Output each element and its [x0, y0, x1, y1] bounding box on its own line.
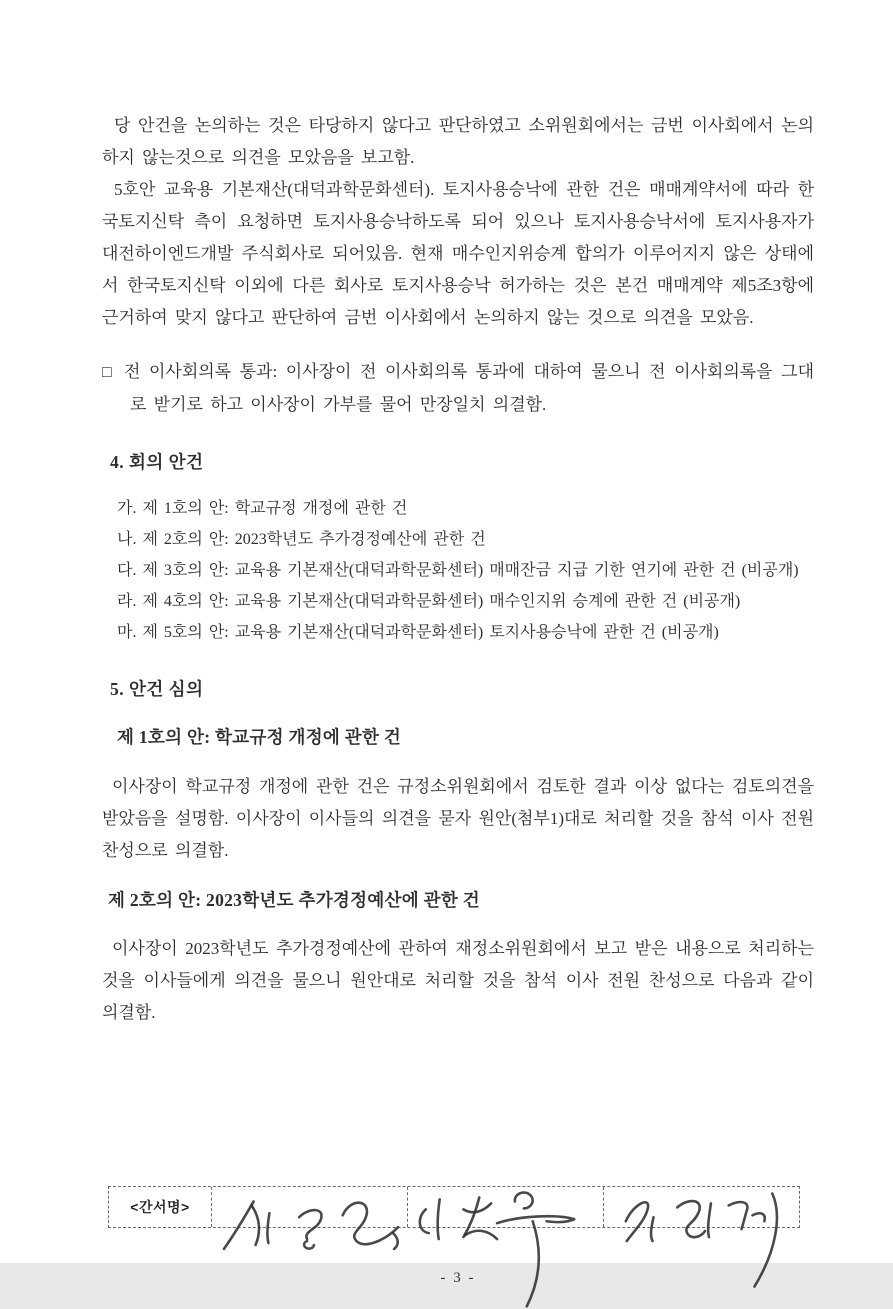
signature-cell-kim-mun-tae	[604, 1187, 799, 1227]
section-4-title: 4. 회의 안건	[110, 452, 204, 472]
agenda-item-3: 다. 제 3호의 안: 교육용 기본재산(대덕과학문화센터) 매매잔금 지급 기한 연기에 관한 건 (비공개)	[117, 561, 799, 579]
signature-label: <간서명>	[109, 1187, 212, 1227]
section-5-title: 5. 안건 심의	[110, 678, 204, 699]
agenda-item-5: 마. 제 5호의 안: 교육용 기본재산(대덕과학문화센터) 토지사용승낙에 관한 건 (비공개)	[117, 623, 719, 641]
signature-cell-lee-chan-woo	[408, 1187, 604, 1227]
previous-minutes-approval	[102, 356, 814, 421]
agenda-item-4: 라. 제 4호의 안: 교육용 기본재산(대덕과학문화센터) 매수인지위 승계에 관한 건 (비공개)	[117, 592, 741, 610]
signature-table	[108, 1186, 800, 1228]
agenda-item-1: 가. 제 1호의 안: 학교규정 개정에 관한 건	[117, 499, 408, 517]
previous-minutes-approval-text: 전 이사회의록 통과: 이사장이 전 이사회의록 통과에 대하여 물으니 전 이사회의록을 그대로 받기로 하고 이사장이 가부를 물어 만장일치 의결함.	[124, 362, 814, 414]
agenda-1-heading: 제 1호의 안: 학교규정 개정에 관한 건	[117, 727, 402, 748]
page-number: - 3 -	[440, 1270, 476, 1287]
signature-seo-dong-won-handwriting	[212, 1179, 407, 1309]
agenda-item-2: 나. 제 2호의 안: 2023학년도 추가경정예산에 관한 건	[117, 530, 486, 548]
checkbox-icon: □	[102, 364, 112, 381]
agenda-list	[117, 493, 814, 648]
agenda-2-body: 이사장이 2023학년도 추가경정예산에 관하여 재정소위원회에서 보고 받은 내용으로 처리하는 것을 이사들에게 의견을 물으니 원안대로 처리할 것을 참석 이사 전원 찬성으로 다음과 같이 의결함.	[102, 939, 814, 1023]
signature-kim-mun-tae-handwriting	[604, 1179, 799, 1309]
signature-cell-seo-dong-won	[212, 1187, 408, 1227]
paragraph-agenda-5-land-use-consent: 5호안 교육용 기본재산(대덕과학문화센터). 토지사용승낙에 관한 건은 매매계약서에 따라 한국토지신탁 측이 요청하면 토지사용승낙하도록 되어 있으나 토지사용승낙서에 토지사용자가 대전하이엔드개발 주식회사로 되어있음. 현재 매수인지위승계 합의가 이루어지지 않은 상태에서 한국토지신탁 이외에 다른 회사로 토지사용승낙 허가하는 것은 본건 매매계약 제5조3항에 근거하여 맞지 않다고 판단하여 금번 이사회에서 논의하지 않는 것으로 의견을 모았음.	[102, 180, 814, 327]
signature-lee-chan-woo-handwriting	[408, 1179, 603, 1309]
continued-discussion-text	[102, 110, 814, 334]
agenda-2-heading: 제 2호의 안: 2023학년도 추가경정예산에 관한 건	[108, 889, 480, 910]
paragraph-agenda-not-discussed: 당 안건을 논의하는 것은 타당하지 않다고 판단하였고 소위원회에서는 금번 이사회에서 논의하지 않는것으로 의견을 모았음을 보고함.	[102, 116, 814, 167]
agenda-1-body: 이사장이 학교규정 개정에 관한 건은 규정소위원회에서 검토한 결과 이상 없다는 검토의견을 받았음을 설명함. 이사장이 이사들의 의견을 묻자 원안(첨부1)대로 처리할 것을 참석 이사 전원 찬성으로 의결함.	[102, 776, 814, 860]
